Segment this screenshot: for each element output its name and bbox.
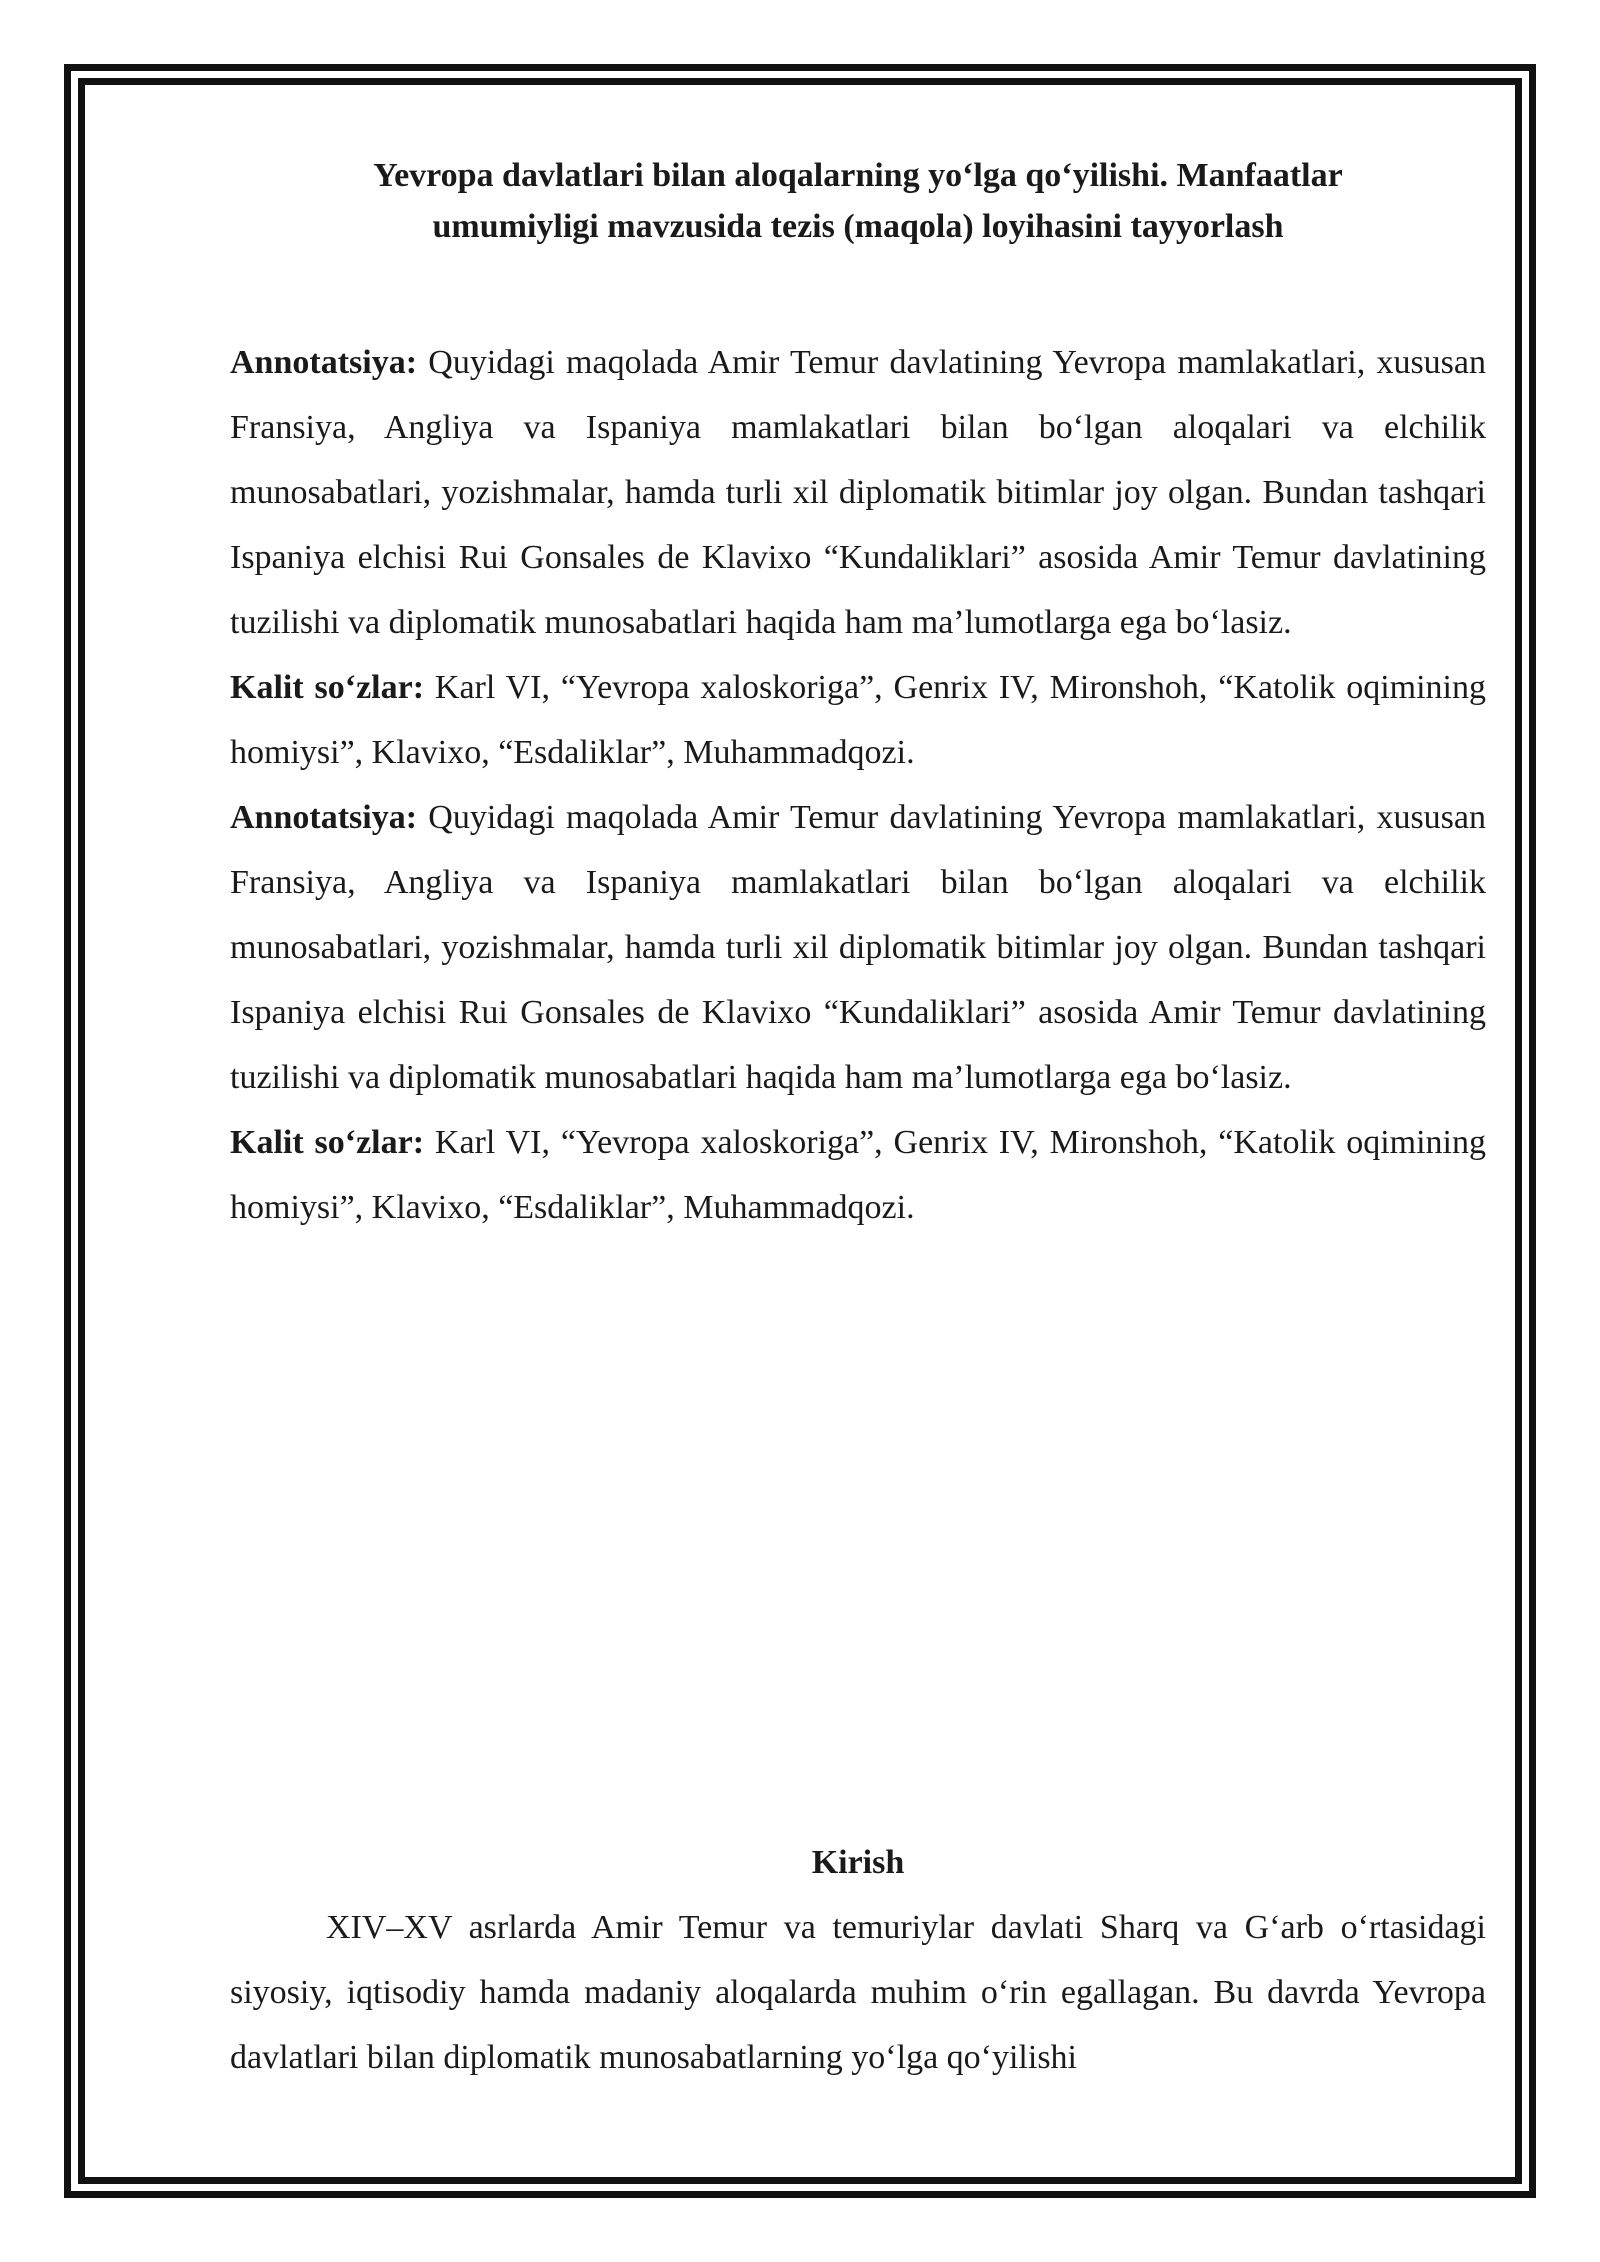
keywords-text-repeat: Karl VI, “Yevropa xaloskoriga”, Genrix IV, Mironshoh, “Katolik oqimining homiysi”, Klavixo, “Esdaliklar”, Muhammadqozi. xyxy=(230,1124,1487,1226)
keywords-text: Karl VI, “Yevropa xaloskoriga”, Genrix IV, Mironshoh, “Katolik oqimining homiysi”, Klavixo, “Esdaliklar”, Muhammadqozi. xyxy=(230,669,1487,771)
introduction-section xyxy=(230,1830,1486,2090)
abstract-paragraph xyxy=(230,330,1486,655)
keywords-paragraph xyxy=(230,655,1486,785)
introduction-paragraph: XIV–XV asrlarda Amir Temur va temuriylar davlati Sharq va G‘arb o‘rtasidagi siyosiy, iqtisodiy hamda madaniy aloqalarda muhim o‘rin egallagan. Bu davrda Yevropa davlatlari bilan diplomatik munosabatlarning yo‘lga qo‘yilishi xyxy=(230,1909,1486,2076)
abstract-paragraph-repeat xyxy=(230,785,1486,1110)
abstract-section xyxy=(230,330,1486,1240)
abstract-text: Quyidagi maqolada Amir Temur davlatining Yevropa mamlakatlari, xususan Fransiya, Angliya va Ispaniya mamlakatlari bilan bo‘lgan aloqalari va elchilik munosabatlari, yozishmalar, hamda turli xil diplomatik bitimlar joy olgan. Bundan tashqari Ispaniya elchisi Rui Gonsales de Klavixo “Kundaliklari” asosida Amir Temur davlatining tuzilishi va diplomatik munosabatlari haqida ham ma’lumotlarga ega bo‘lasiz. xyxy=(230,344,1486,641)
abstract-label-repeat: Annotatsiya: xyxy=(230,799,418,836)
document-content xyxy=(230,150,1486,1240)
abstract-text-repeat: Quyidagi maqolada Amir Temur davlatining Yevropa mamlakatlari, xususan Fransiya, Angliya va Ispaniya mamlakatlari bilan bo‘lgan aloqalari va elchilik munosabatlari, yozishmalar, hamda turli xil diplomatik bitimlar joy olgan. Bundan tashqari Ispaniya elchisi Rui Gonsales de Klavixo “Kundaliklari” asosida Amir Temur davlatining tuzilishi va diplomatik munosabatlari haqida ham ma’lumotlarga ega bo‘lasiz. xyxy=(230,799,1486,1096)
abstract-label: Annotatsiya: xyxy=(230,344,418,381)
keywords-label-repeat: Kalit so‘zlar: xyxy=(230,1124,425,1161)
document-title: Yevropa davlatlari bilan aloqalarning yo‘lga qo‘yilishi. Manfaatlar umumiyligi mavzusida tezis (maqola) loyihasini tayyorlash xyxy=(373,157,1343,245)
keywords-label: Kalit so‘zlar: xyxy=(230,669,425,706)
introduction-heading: Kirish xyxy=(811,1844,905,1881)
keywords-paragraph-repeat xyxy=(230,1110,1486,1240)
